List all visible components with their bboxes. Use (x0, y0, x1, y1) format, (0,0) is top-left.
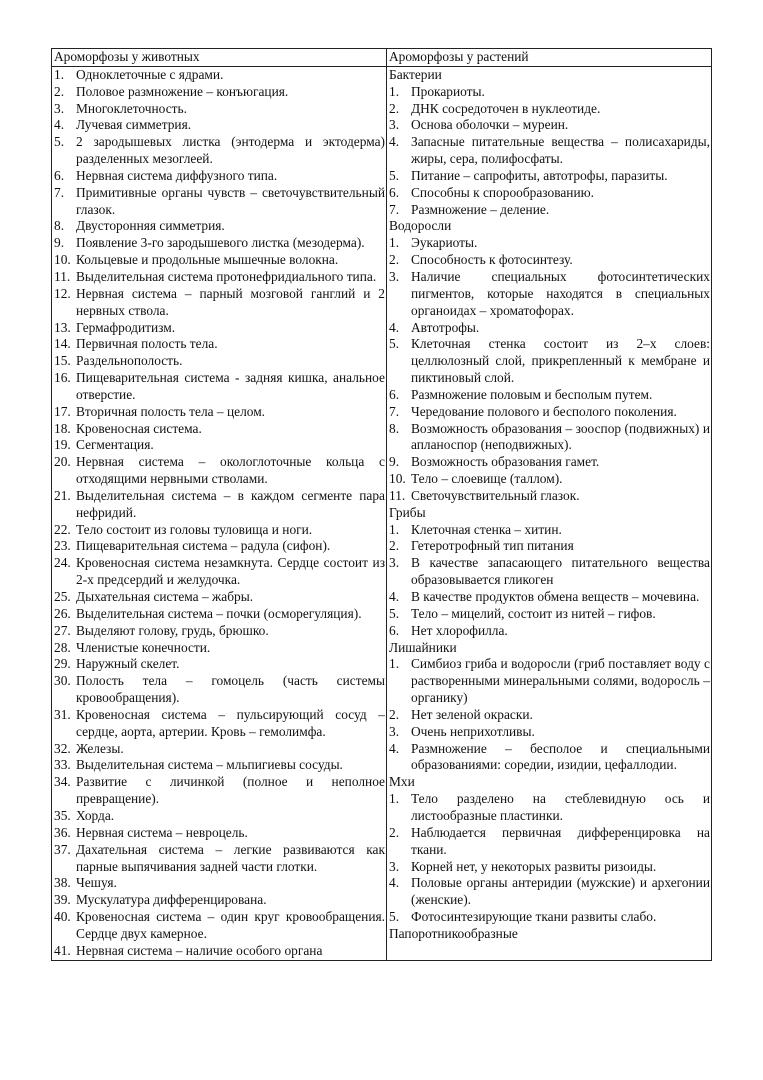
item-number: 1. (389, 521, 400, 537)
item-number: 1. (54, 66, 65, 82)
item-text: Нет хлорофилла. (411, 622, 508, 638)
item-number: 3. (389, 858, 400, 874)
item-number: 8. (54, 218, 65, 234)
list-item (54, 757, 385, 774)
item-text: Клеточная стенка состоит из 2–х слоев: целлюлозный слой, прикрепленный к мембране и пиктиновый слой. (411, 336, 710, 386)
item-text: Дахательная система – легкие развиваются как парные выпячивания задней части глотки. (76, 841, 385, 874)
item-number: 10. (389, 471, 406, 487)
item-text: Гетеротрофный тип питания (411, 538, 574, 554)
item-text: Пищеварительная система - задняя кишка, анальное отверстие. (76, 370, 385, 402)
item-text: Одноклеточные с ядрами. (76, 66, 224, 82)
item-text: Корней нет, у некоторых развиты ризоиды. (411, 858, 657, 874)
item-text: Вторичная полость тела – целом. (76, 403, 266, 419)
item-text: Половые органы антеридии (мужские) и архегонии (женские). (411, 875, 710, 908)
list-item (389, 117, 710, 134)
list-item (54, 538, 385, 555)
list-item (54, 336, 385, 353)
item-number: 37. (54, 841, 71, 857)
list-item (389, 825, 710, 859)
item-text: Выделительная система – в каждом сегменте пара нефридий. (76, 487, 385, 520)
list-item (54, 84, 385, 101)
list-item (389, 454, 710, 471)
list-item (54, 67, 385, 84)
item-number: 7. (389, 403, 400, 419)
item-text: Симбиоз гриба и водоросли (гриб поставляет воду с растворенными минеральными солями, водоросль – органику) (411, 656, 710, 706)
list-item (389, 589, 710, 606)
list-item (389, 488, 710, 505)
item-text: Железы. (76, 740, 124, 756)
list-item (54, 454, 385, 488)
item-text: Тело состоит из головы туловища и ноги. (76, 521, 313, 537)
item-text: Выделительная система протонефридиального типа. (76, 268, 377, 284)
item-number: 29. (54, 656, 71, 672)
item-text: Светочувствительный глазок. (411, 487, 580, 503)
list-item (54, 117, 385, 134)
header-plants: Ароморфозы у растений (387, 49, 712, 67)
list-item (389, 656, 710, 707)
item-text: Мускулатура дифференцирована. (76, 892, 267, 908)
item-text: 2 зародышевых листка (энтодерма и эктодерма) разделенных мезоглеей. (76, 134, 385, 167)
item-number: 4. (389, 319, 400, 335)
group-heading: Бактерии (389, 66, 442, 82)
item-text: Наружный скелет. (76, 656, 180, 672)
list-item (54, 909, 385, 943)
list-item (389, 859, 710, 876)
list-item (54, 875, 385, 892)
item-number: 28. (54, 639, 71, 655)
item-text: Чешуя. (76, 875, 117, 891)
list-item (389, 875, 710, 909)
item-text: Питание – сапрофиты, автотрофы, паразиты. (411, 167, 668, 183)
list-item (389, 421, 710, 455)
item-number: 1. (389, 235, 400, 251)
list-item (389, 101, 710, 118)
item-text: Выделительная система – почки (осморегуляция). (76, 605, 362, 621)
list-item (54, 320, 385, 337)
item-number: 24. (54, 555, 71, 571)
item-text: Наличие специальных фотосинтетических пигментов, которые находятся в специальных органоидах – хроматофорах. (411, 268, 710, 318)
list-item (54, 589, 385, 606)
item-text: Возможность образования – зооспор (подвижных) и апланоспор (неподвижных). (411, 420, 710, 453)
list-item (54, 421, 385, 438)
item-text: Многоклеточность. (76, 100, 187, 116)
item-text: Выделительная система – мльпигиевы сосуды. (76, 757, 343, 773)
item-text: Сегментация. (76, 437, 154, 453)
item-text: Кровеносная система незамкнута. Сердце состоит из 2-х предсердий и желудочка. (76, 555, 385, 588)
item-text: Примитивные органы чувств – светочувствительный глазок. (76, 184, 385, 217)
header-animals: Ароморфозы у животных (52, 49, 387, 67)
item-number: 14. (54, 336, 71, 352)
group-heading: Водоросли (389, 218, 452, 234)
header-row (52, 49, 712, 67)
list-item (54, 707, 385, 741)
item-number: 1. (389, 83, 400, 99)
item-number: 32. (54, 740, 71, 756)
list-item (389, 252, 710, 269)
item-number: 5. (54, 134, 65, 150)
item-text: ДНК сосредоточен в нуклеотиде. (411, 100, 601, 116)
group-heading: Мхи (389, 774, 415, 790)
item-text: Первичная полость тела. (76, 336, 218, 352)
item-text: Прокариоты. (411, 83, 485, 99)
list-item (54, 101, 385, 118)
item-text: Тело – мицелий, состоит из нитей – гифов. (411, 605, 656, 621)
plants-column (387, 66, 712, 960)
item-number: 5. (389, 605, 400, 621)
item-number: 16. (54, 370, 71, 386)
list-item (54, 741, 385, 758)
item-number: 15. (54, 353, 71, 369)
item-text: Нервная система – наличие особого органа (76, 942, 323, 958)
list-item (389, 724, 710, 741)
list-item (54, 842, 385, 876)
item-text: Кольцевые и продольные мышечные волокна. (76, 252, 339, 268)
item-number: 6. (389, 386, 400, 402)
list-item (54, 606, 385, 623)
group-heading: Папоротникообразные (389, 925, 518, 941)
item-text: Автотрофы. (411, 319, 480, 335)
item-text: Полость тела – гомоцель (часть системы кровообращения). (76, 673, 385, 706)
item-text: Размножение – деление. (411, 201, 550, 217)
item-text: Нервная система – невроцель. (76, 824, 248, 840)
item-number: 2. (389, 706, 400, 722)
item-text: Появление 3-го зародышевого листка (мезодерма). (76, 235, 365, 251)
list-item (389, 707, 710, 724)
item-text: Очень неприхотливы. (411, 723, 535, 739)
item-number: 2. (389, 252, 400, 268)
list-item (54, 640, 385, 657)
item-text: Хорда. (76, 807, 115, 823)
item-number: 3. (389, 723, 400, 739)
list-item (389, 522, 710, 539)
item-number: 33. (54, 757, 71, 773)
item-number: 3. (389, 555, 400, 571)
item-number: 23. (54, 538, 71, 554)
item-number: 5. (389, 336, 400, 352)
list-item (54, 437, 385, 454)
item-number: 4. (389, 589, 400, 604)
item-text: Нет зеленой окраски. (411, 706, 533, 722)
content-row (52, 66, 712, 960)
item-number: 30. (54, 673, 71, 689)
list-item (54, 673, 385, 707)
item-number: 35. (54, 807, 71, 823)
item-number: 36. (54, 824, 71, 840)
item-number: 6. (389, 622, 400, 638)
item-number: 11. (54, 268, 71, 284)
item-number: 18. (54, 420, 71, 436)
list-item (389, 538, 710, 555)
list-item (54, 168, 385, 185)
item-number: 21. (54, 487, 71, 503)
item-number: 9. (54, 235, 65, 251)
item-text: Возможность образования гамет. (411, 454, 600, 470)
list-item (54, 370, 385, 404)
item-number: 25. (54, 589, 71, 604)
list-item (389, 168, 710, 185)
animals-column (52, 66, 387, 960)
group-heading: Грибы (389, 504, 426, 520)
item-number: 20. (54, 454, 71, 470)
item-text: Клеточная стенка – хитин. (411, 521, 562, 537)
list-item (389, 202, 710, 219)
item-number: 5. (389, 167, 400, 183)
list-item (54, 269, 385, 286)
list-item (389, 185, 710, 202)
list-item (389, 791, 710, 825)
list-item (389, 84, 710, 101)
item-number: 40. (54, 909, 71, 925)
item-text: Способность к фотосинтезу. (411, 252, 573, 268)
item-number: 2. (389, 538, 400, 554)
item-number: 3. (389, 117, 400, 133)
item-text: В качестве запасающего питательного вещества образовывается гликоген (411, 555, 710, 588)
list-item (389, 741, 710, 775)
item-number: 27. (54, 622, 71, 638)
item-text: Способны к спорообразованию. (411, 184, 594, 200)
item-number: 38. (54, 875, 71, 891)
item-number: 13. (54, 319, 71, 335)
list-item (389, 909, 710, 926)
list-item (389, 320, 710, 337)
item-number: 7. (54, 184, 65, 200)
item-number: 26. (54, 605, 71, 621)
item-number: 9. (389, 454, 400, 470)
item-number: 2. (389, 824, 400, 840)
item-number: 10. (54, 252, 71, 268)
item-text: Эукариоты. (411, 235, 478, 251)
list-item (54, 656, 385, 673)
item-number: 5. (389, 909, 400, 925)
group-heading: Лишайники (389, 639, 457, 655)
item-text: В качестве продуктов обмена веществ – мочевина. (411, 589, 700, 604)
item-text: Размножение – бесполое и специальными образованиями: соредии, изидии, цефаллодии. (411, 740, 710, 773)
item-text: Нервная система – окологлоточные кольца с отходящими нервными стволами. (76, 454, 385, 487)
item-number: 3. (54, 100, 65, 116)
list-item (54, 892, 385, 909)
list-item (54, 623, 385, 640)
list-item (54, 218, 385, 235)
item-number: 31. (54, 706, 71, 722)
item-text: Кровеносная система. (76, 420, 202, 436)
item-text: Половое размножение – конъюгация. (76, 83, 289, 99)
item-text: Фотосинтезирующие ткани развиты слабо. (411, 909, 657, 925)
item-text: Тело разделено на стеблевидную ось и листообразные пластинки. (411, 791, 710, 823)
item-text: Гермафродитизм. (76, 319, 176, 335)
item-text: Выделяют голову, грудь, брюшко. (76, 622, 269, 638)
list-item (389, 606, 710, 623)
item-text: Членистые конечности. (76, 639, 211, 655)
item-number: 19. (54, 437, 71, 453)
list-item (54, 286, 385, 320)
item-text: Размножение половым и бесполым путем. (411, 386, 653, 402)
item-number: 1. (389, 656, 400, 672)
list-item (54, 943, 385, 960)
list-item (54, 252, 385, 269)
item-text: Тело – слоевище (таллом). (411, 471, 563, 487)
item-text: Основа оболочки – муреин. (411, 117, 569, 133)
list-item (54, 488, 385, 522)
item-text: Дыхательная система – жабры. (76, 589, 254, 604)
list-item (54, 522, 385, 539)
list-item (389, 555, 710, 589)
item-number: 22. (54, 521, 71, 537)
item-text: Лучевая симметрия. (76, 117, 192, 133)
list-item (389, 269, 710, 320)
item-number: 34. (54, 774, 71, 790)
item-number: 11. (389, 487, 406, 503)
item-number: 8. (389, 420, 400, 436)
item-number: 41. (54, 942, 71, 958)
item-text: Наблюдается первичная дифференцировка на ткани. (411, 824, 710, 857)
list-item (389, 235, 710, 252)
item-number: 6. (54, 167, 65, 183)
aromorphoses-table (51, 48, 712, 961)
item-number: 17. (54, 403, 71, 419)
list-item (54, 774, 385, 808)
item-text: Нервная система – парный мозговой ганглий и 2 нервных ствола. (76, 285, 385, 318)
item-number: 4. (54, 117, 65, 133)
list-item (389, 404, 710, 421)
item-number: 7. (389, 201, 400, 217)
item-number: 2. (389, 100, 400, 116)
item-text: Кровеносная система – пульсирующий сосуд – сердце, аорта, артерии. Кровь – гемолимфа. (76, 706, 385, 739)
item-number: 12. (54, 285, 71, 301)
list-item (389, 471, 710, 488)
list-item (54, 404, 385, 421)
item-text: Пищеварительная система – радула (сифон). (76, 538, 331, 554)
item-text: Запасные питательные вещества – полисахариды, жиры, сера, полифосфаты. (411, 134, 710, 167)
list-item (54, 808, 385, 825)
list-item (389, 134, 710, 168)
item-text: Раздельнополость. (76, 353, 183, 369)
item-text: Развитие с личинкой (полное и неполное превращение). (76, 774, 385, 807)
item-text: Двусторонняя симметрия. (76, 218, 225, 234)
item-number: 4. (389, 134, 400, 150)
list-item (389, 623, 710, 640)
item-number: 4. (389, 875, 400, 891)
item-number: 3. (389, 268, 400, 284)
item-number: 1. (389, 791, 400, 807)
item-text: Чередование полового и бесполого поколения. (411, 403, 677, 419)
list-item (389, 336, 710, 387)
list-item (54, 134, 385, 168)
list-item (389, 387, 710, 404)
item-number: 6. (389, 184, 400, 200)
item-number: 2. (54, 83, 65, 99)
list-item (54, 235, 385, 252)
list-item (54, 353, 385, 370)
list-item (54, 555, 385, 589)
list-item (54, 185, 385, 219)
item-text: Нервная система диффузного типа. (76, 167, 278, 183)
item-number: 4. (389, 740, 400, 756)
item-text: Кровеносная система – один круг кровообращения. Сердце двух камерное. (76, 909, 385, 941)
item-number: 39. (54, 892, 71, 908)
list-item (54, 825, 385, 842)
